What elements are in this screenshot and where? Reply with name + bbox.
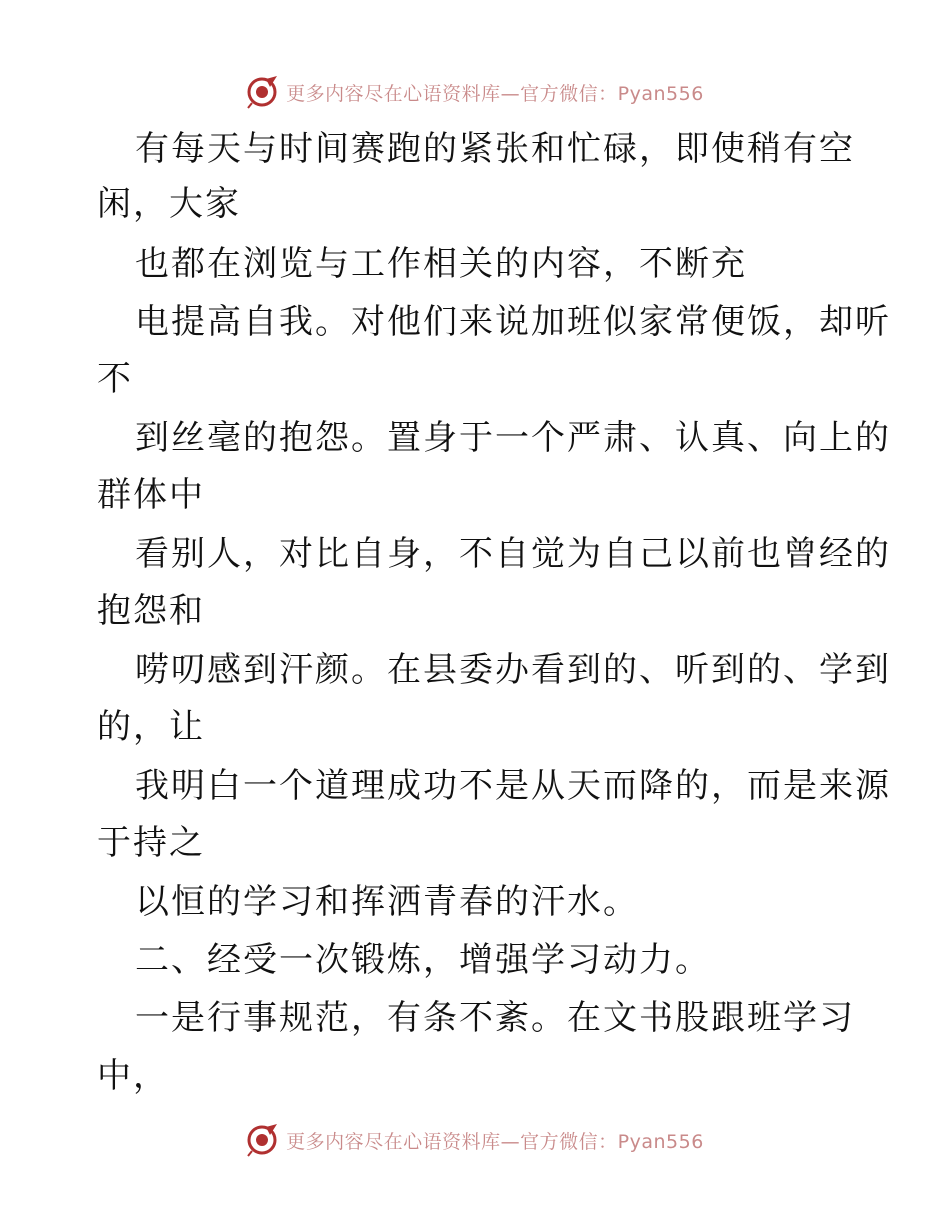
text-line: 也都在浏览与工作相关的内容，不断充 (135, 244, 747, 284)
pen-seal-icon (246, 75, 280, 109)
footer-watermark (0, 1120, 950, 1160)
text-line: 我明白一个道理成功不是从天而降的，而是来源 (135, 766, 891, 806)
header-watermark (0, 72, 950, 112)
text-line: 二、经受一次锻炼，增强学习动力。 (135, 940, 711, 980)
text-line: 有每天与时间赛跑的紧张和忙碌，即使稍有空 (135, 129, 855, 169)
footer-watermark-text: 更多内容尽在心语资料库—官方微信：Pyan556 (286, 1130, 704, 1153)
pen-seal-icon (246, 1123, 280, 1157)
text-line: 抱怨和 (97, 591, 205, 631)
text-line: 唠叨感到汗颜。在县委办看到的、听到的、学到 (135, 650, 891, 690)
text-line: 一是行事规范，有条不紊。在文书股跟班学习 (135, 998, 855, 1038)
text-line: 于持之 (97, 823, 205, 863)
text-line: 以恒的学习和挥洒青春的汗水。 (135, 882, 639, 922)
text-line: 电提高自我。对他们来说加班似家常便饭，却听 (135, 302, 891, 342)
header-watermark-text: 更多内容尽在心语资料库—官方微信：Pyan556 (286, 82, 704, 105)
text-line: 群体中 (97, 475, 205, 515)
text-line: 的，让 (97, 707, 205, 747)
text-line: 中， (97, 1056, 169, 1096)
text-line: 不 (97, 359, 133, 399)
text-line: 看别人，对比自身，不自觉为自己以前也曾经的 (135, 534, 891, 574)
text-line: 到丝毫的抱怨。置身于一个严肃、认真、向上的 (135, 418, 891, 458)
text-line: 闲，大家 (97, 184, 241, 224)
